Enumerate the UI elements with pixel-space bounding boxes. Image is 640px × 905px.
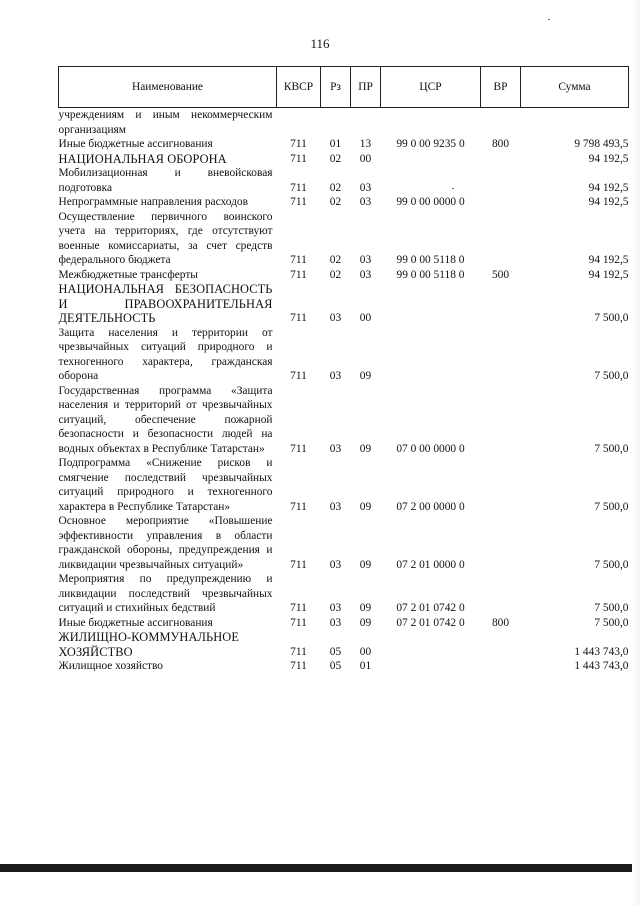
- cell-kvsr: 711: [290, 645, 307, 658]
- cell-vr: [481, 326, 521, 384]
- cell-rz: 03: [329, 312, 342, 324]
- cell-kvsr: 711: [290, 268, 307, 281]
- cell-sum: 7 500,0: [594, 442, 629, 455]
- cell-kvsr: [277, 108, 321, 138]
- cell-vr: [481, 282, 521, 326]
- cell-vr: [481, 166, 521, 195]
- cell-name: Основное мероприятие «Повышение эффективности управления в области гражданской обороны, предупреждения и ликвидации чрезвычайных ситуаций»: [58, 515, 273, 571]
- cell-rz: 05: [329, 660, 342, 672]
- cell-csr: [381, 152, 481, 167]
- cell-sum: 1 443 743,0: [574, 660, 629, 672]
- cell-pr: 09: [359, 500, 372, 513]
- cell-name: Иные бюджетные ассигнования: [58, 138, 213, 150]
- cell-vr: [481, 456, 521, 514]
- budget-table: [58, 66, 629, 674]
- cell-vr: 500: [491, 268, 510, 281]
- cell-csr: 07 0 00 0000 0: [396, 442, 465, 455]
- cell-rz: 02: [329, 181, 342, 194]
- cell-rz: [321, 108, 351, 138]
- cell-kvsr: 711: [290, 138, 307, 150]
- cell-sum: 7 500,0: [594, 616, 629, 629]
- cell-pr: 00: [359, 312, 372, 324]
- cell-name: Мероприятия по предупреждению и ликвидации последствий чрезвычайных ситуаций и стихийных бедствий: [58, 573, 273, 614]
- cell-pr: 00: [359, 645, 372, 658]
- page-number: 116: [310, 36, 330, 51]
- cell-kvsr: 711: [290, 254, 307, 266]
- cell-rz: 05: [329, 645, 342, 658]
- cell-pr: 09: [359, 602, 372, 614]
- cell-pr: [351, 108, 381, 138]
- table-row: [59, 456, 629, 514]
- cell-vr: [481, 630, 521, 659]
- scan-bottom-edge: [0, 864, 640, 872]
- cell-sum: 94 192,5: [588, 196, 629, 208]
- cell-vr: [481, 152, 521, 167]
- cell-rz: 03: [329, 370, 342, 382]
- cell-pr: 03: [359, 181, 372, 194]
- cell-rz: 03: [329, 616, 342, 629]
- cell-sum: 7 500,0: [594, 602, 629, 614]
- cell-csr: [381, 630, 481, 659]
- cell-name: Непрограммные направления расходов: [58, 196, 249, 208]
- cell-rz: 02: [329, 254, 342, 266]
- cell-name: НАЦИОНАЛЬНАЯ БЕЗОПАСНОСТЬ И ПРАВООХРАНИТЕЛЬНАЯ ДЕЯТЕЛЬНОСТЬ: [58, 282, 273, 325]
- table-row: [59, 210, 629, 268]
- cell-name: Межбюджетные трансферты: [58, 268, 198, 281]
- header-sum: Сумма: [521, 67, 629, 108]
- table-row: [59, 268, 629, 283]
- cell-name: Подпрограмма «Снижение рисков и смягчение последствий чрезвычайных ситуаций природного и техногенного характера в Республике Татарстан»: [58, 457, 273, 513]
- cell-rz: 01: [329, 138, 342, 150]
- table-row: [59, 137, 629, 152]
- cell-sum: 94 192,5: [588, 254, 629, 266]
- table-row: [59, 166, 629, 195]
- cell-kvsr: 711: [290, 152, 307, 165]
- table-body: [59, 108, 629, 674]
- cell-kvsr: 711: [290, 500, 307, 513]
- header-name: Наименование: [59, 67, 277, 108]
- cell-pr: 00: [359, 152, 372, 165]
- cell-pr: 09: [359, 558, 372, 571]
- table-row: [59, 630, 629, 659]
- cell-csr: 07 2 01 0000 0: [396, 558, 465, 571]
- cell-name: Жилищное хозяйство: [58, 660, 164, 672]
- scan-speck: [548, 19, 550, 20]
- cell-sum: 7 500,0: [594, 312, 629, 324]
- cell-kvsr: 711: [290, 370, 307, 382]
- cell-csr: [381, 659, 481, 674]
- table-row: [59, 384, 629, 457]
- cell-pr: 03: [359, 196, 372, 208]
- cell-csr: 99 0 00 9235 0: [396, 138, 465, 150]
- budget-table-container: [58, 66, 628, 674]
- cell-pr: 03: [359, 254, 372, 266]
- cell-sum: 7 500,0: [594, 370, 629, 382]
- cell-vr: [481, 195, 521, 210]
- table-row: [59, 282, 629, 326]
- cell-sum: 94 192,5: [588, 181, 629, 194]
- header-kvsr: КВСР: [277, 67, 321, 108]
- cell-name: Защита населения и территории от чрезвычайных ситуаций природного и техногенного характера, гражданская оборона: [58, 326, 273, 382]
- header-pr: ПР: [351, 67, 381, 108]
- header-rz: Рз: [321, 67, 351, 108]
- cell-sum: [521, 108, 629, 138]
- header-row: [59, 67, 629, 108]
- cell-rz: 02: [329, 268, 342, 281]
- header-csr: ЦСР: [381, 67, 481, 108]
- cell-name: НАЦИОНАЛЬНАЯ ОБОРОНА: [58, 151, 227, 166]
- table-row: [59, 514, 629, 572]
- cell-rz: 03: [329, 442, 342, 455]
- cell-sum: 94 192,5: [588, 268, 629, 281]
- table-row: [59, 108, 629, 138]
- cell-csr: 99 0 00 0000 0: [396, 196, 465, 208]
- table-row: [59, 195, 629, 210]
- cell-rz: 02: [329, 196, 342, 208]
- cell-sum: 94 192,5: [588, 152, 629, 165]
- cell-csr: [381, 282, 481, 326]
- cell-rz: 02: [329, 152, 342, 165]
- scan-speck: [452, 188, 454, 189]
- scan-right-edge: [632, 0, 640, 905]
- cell-name: Государственная программа «Защита населения и территорий от чрезвычайных ситуаций, обеспечение пожарной безопасности и безопасности людей на водных объектах в Республике Татарстан»: [58, 384, 273, 455]
- cell-csr: 07 2 01 0742 0: [396, 602, 465, 614]
- table-row: [59, 326, 629, 384]
- cell-pr: 09: [359, 616, 372, 629]
- cell-kvsr: 711: [290, 558, 307, 571]
- cell-pr: 03: [359, 268, 372, 281]
- cell-vr: [481, 514, 521, 572]
- cell-vr: [481, 572, 521, 616]
- cell-kvsr: 711: [290, 660, 307, 672]
- table-row: [59, 616, 629, 631]
- cell-csr: 99 0 00 5118 0: [396, 254, 465, 266]
- cell-pr: 09: [359, 442, 372, 455]
- table-header: [59, 67, 629, 108]
- cell-vr: [481, 384, 521, 457]
- cell-kvsr: 711: [290, 602, 307, 614]
- cell-csr: [381, 326, 481, 384]
- cell-rz: 03: [329, 558, 342, 571]
- cell-name: Мобилизационная и вневойсковая подготовка: [58, 167, 273, 194]
- cell-csr: [381, 108, 481, 138]
- cell-name: Иные бюджетные ассигнования: [58, 616, 213, 629]
- cell-sum: 1 443 743,0: [574, 645, 629, 658]
- cell-csr: [381, 166, 481, 195]
- cell-sum: 7 500,0: [594, 500, 629, 513]
- cell-rz: 03: [329, 500, 342, 513]
- cell-kvsr: 711: [290, 442, 307, 455]
- cell-name: учреждениям и иным некоммерческим организациям: [58, 109, 273, 136]
- cell-rz: 03: [329, 602, 342, 614]
- cell-kvsr: 711: [290, 181, 307, 194]
- table-row: [59, 152, 629, 167]
- table-row: [59, 659, 629, 674]
- cell-pr: 13: [359, 138, 372, 150]
- cell-vr: [481, 108, 521, 138]
- cell-vr: [481, 210, 521, 268]
- cell-name: ЖИЛИЩНО-КОММУНАЛЬНОЕ ХОЗЯЙСТВО: [58, 630, 240, 659]
- cell-csr: 99 0 00 5118 0: [396, 268, 465, 281]
- cell-vr: 800: [491, 138, 510, 150]
- cell-kvsr: 711: [290, 196, 307, 208]
- cell-sum: 7 500,0: [594, 558, 629, 571]
- table-row: [59, 572, 629, 616]
- cell-vr: 800: [491, 616, 510, 629]
- cell-pr: 01: [359, 660, 372, 672]
- cell-name: Осуществление первичного воинского учета на территориях, где отсутствуют военные комиссариаты, за счет средств федерального бюджета: [58, 210, 273, 266]
- cell-kvsr: 711: [290, 312, 307, 324]
- header-vr: ВР: [481, 67, 521, 108]
- cell-sum: 9 798 493,5: [574, 138, 629, 150]
- cell-vr: [481, 659, 521, 674]
- cell-kvsr: 711: [290, 616, 307, 629]
- cell-csr: 07 2 00 0000 0: [396, 500, 465, 513]
- cell-csr: 07 2 01 0742 0: [396, 616, 465, 629]
- cell-pr: 09: [359, 370, 372, 382]
